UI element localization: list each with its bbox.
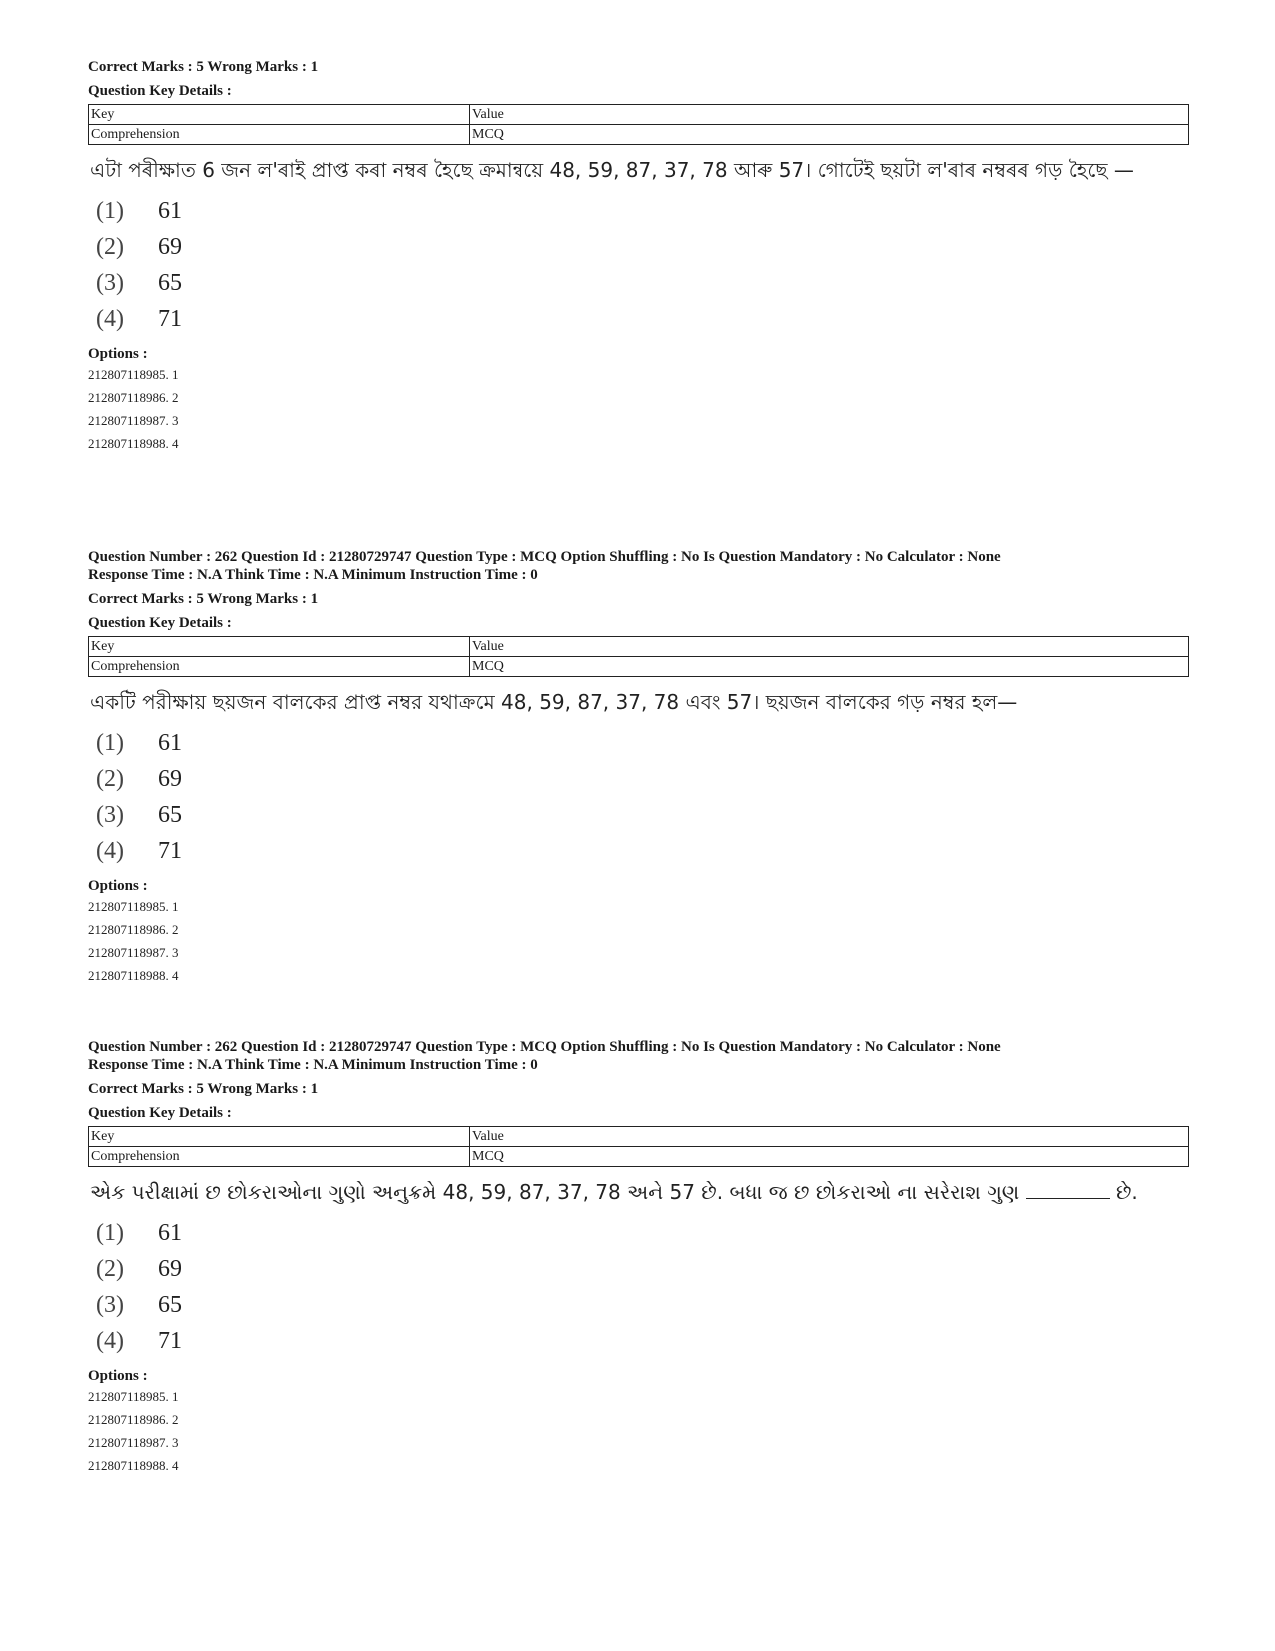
- option-number: (4): [96, 306, 124, 332]
- option-value: 65: [158, 1292, 182, 1318]
- table-header-key: Key: [89, 105, 470, 125]
- answer-option: [96, 229, 1188, 265]
- option-id: 212807118986. 2: [88, 922, 179, 937]
- table-cell-key: Comprehension: [89, 1147, 470, 1167]
- table-cell-key: Comprehension: [89, 657, 470, 677]
- question-text-tail: છે.: [1115, 1180, 1138, 1204]
- options-label: Options :: [88, 1368, 148, 1384]
- question-header-line-2: Response Time : N.A Think Time : N.A Minimum Instruction Time : 0: [88, 567, 538, 583]
- option-id: 212807118987. 3: [88, 1435, 179, 1450]
- option-id: 212807118988. 4: [88, 968, 179, 983]
- option-number: (1): [96, 730, 124, 756]
- option-value: 65: [158, 270, 182, 296]
- answer-option: [96, 833, 1188, 869]
- option-number: (3): [96, 270, 124, 296]
- table-header-key: Key: [89, 1127, 470, 1147]
- answer-option: [96, 1323, 1188, 1359]
- option-value: 69: [158, 234, 182, 260]
- key-details-table: [88, 1126, 1189, 1167]
- answer-option: [96, 193, 1188, 229]
- table-row: [89, 1127, 1189, 1147]
- table-header-key: Key: [89, 637, 470, 657]
- answer-blank: [1026, 1176, 1110, 1199]
- option-id-list: [88, 1385, 1188, 1477]
- question-header-line-2: Response Time : N.A Think Time : N.A Minimum Instruction Time : 0: [88, 1057, 538, 1073]
- option-id: 212807118988. 4: [88, 1458, 179, 1473]
- option-number: (1): [96, 1220, 124, 1246]
- question-text: এটা পৰীক্ষাত 6 জন ল'ৰাই প্ৰাপ্ত কৰা নম্বৰ হৈছে ক্ৰমান্বয়ে 48, 59, 87, 37, 78 আৰু 57। গোটেই ছয়টা ল'ৰাৰ নম্বৰৰ গড় হৈছে —: [90, 158, 1134, 182]
- key-details-label: Question Key Details :: [88, 615, 232, 631]
- option-value: 71: [158, 1328, 182, 1354]
- option-number: (4): [96, 838, 124, 864]
- options-label: Options :: [88, 346, 148, 362]
- answer-option: [96, 301, 1188, 337]
- option-value: 69: [158, 1256, 182, 1282]
- key-details-label: Question Key Details :: [88, 83, 232, 99]
- question-text: একটি পরীক্ষায় ছয়জন বালকের প্রাপ্ত নম্বর যথাক্রমে 48, 59, 87, 37, 78 এবং 57। ছয়জন বালকের গড় নম্বর হল—: [90, 690, 1018, 714]
- option-id-list: [88, 895, 1188, 987]
- table-cell-value: MCQ: [470, 125, 1189, 145]
- option-id: 212807118988. 4: [88, 436, 179, 451]
- table-header-value: Value: [470, 1127, 1189, 1147]
- question-text-main: એક પરીક્ષામાં છ છોકરાઓના ગુણો અનુક્રમે 48, 59, 87, 37, 78 અને 57 છે. બધા જ છ છોકરાઓ ના સરેરાશ ગુણ: [90, 1180, 1020, 1204]
- option-value: 71: [158, 306, 182, 332]
- option-id-list: [88, 363, 1188, 455]
- key-details-table: [88, 104, 1189, 145]
- answer-option: [96, 761, 1188, 797]
- answer-options: [96, 725, 1188, 869]
- answer-options: [96, 193, 1188, 337]
- option-id: 212807118985. 1: [88, 1389, 179, 1404]
- option-number: (3): [96, 1292, 124, 1318]
- option-id: 212807118986. 2: [88, 390, 179, 405]
- option-number: (4): [96, 1328, 124, 1354]
- table-header-value: Value: [470, 105, 1189, 125]
- option-value: 61: [158, 730, 182, 756]
- option-number: (2): [96, 1256, 124, 1282]
- answer-option: [96, 265, 1188, 301]
- answer-options: [96, 1215, 1188, 1359]
- marks-line: Correct Marks : 5 Wrong Marks : 1: [88, 1081, 319, 1097]
- table-header-value: Value: [470, 637, 1189, 657]
- option-number: (1): [96, 198, 124, 224]
- answer-option: [96, 797, 1188, 833]
- answer-option: [96, 1251, 1188, 1287]
- marks-line: Correct Marks : 5 Wrong Marks : 1: [88, 591, 319, 607]
- option-id: 212807118985. 1: [88, 367, 179, 382]
- answer-option: [96, 725, 1188, 761]
- options-label: Options :: [88, 878, 148, 894]
- option-id: 212807118987. 3: [88, 945, 179, 960]
- question-text: [88, 1173, 1188, 1211]
- option-id: 212807118987. 3: [88, 413, 179, 428]
- question-header-line-1: Question Number : 262 Question Id : 21280729747 Question Type : MCQ Option Shuffling : No Is Question Mandatory : No Calculator : None: [88, 549, 1001, 565]
- option-value: 71: [158, 838, 182, 864]
- table-cell-value: MCQ: [470, 657, 1189, 677]
- question-block-2: [88, 548, 1188, 987]
- option-id: 212807118986. 2: [88, 1412, 179, 1427]
- option-value: 69: [158, 766, 182, 792]
- answer-option: [96, 1215, 1188, 1251]
- option-id: 212807118985. 1: [88, 899, 179, 914]
- table-row: [89, 657, 1189, 677]
- table-cell-key: Comprehension: [89, 125, 470, 145]
- option-number: (2): [96, 766, 124, 792]
- answer-option: [96, 1287, 1188, 1323]
- table-row: [89, 637, 1189, 657]
- question-block-1: [88, 58, 1188, 455]
- table-row: [89, 1147, 1189, 1167]
- key-details-label: Question Key Details :: [88, 1105, 232, 1121]
- option-value: 65: [158, 802, 182, 828]
- table-cell-value: MCQ: [470, 1147, 1189, 1167]
- question-header-line-1: Question Number : 262 Question Id : 21280729747 Question Type : MCQ Option Shuffling : No Is Question Mandatory : No Calculator : None: [88, 1039, 1001, 1055]
- option-value: 61: [158, 1220, 182, 1246]
- question-block-3: [88, 1038, 1188, 1477]
- key-details-table: [88, 636, 1189, 677]
- table-row: [89, 125, 1189, 145]
- option-value: 61: [158, 198, 182, 224]
- marks-line: Correct Marks : 5 Wrong Marks : 1: [88, 59, 319, 75]
- option-number: (2): [96, 234, 124, 260]
- table-row: [89, 105, 1189, 125]
- option-number: (3): [96, 802, 124, 828]
